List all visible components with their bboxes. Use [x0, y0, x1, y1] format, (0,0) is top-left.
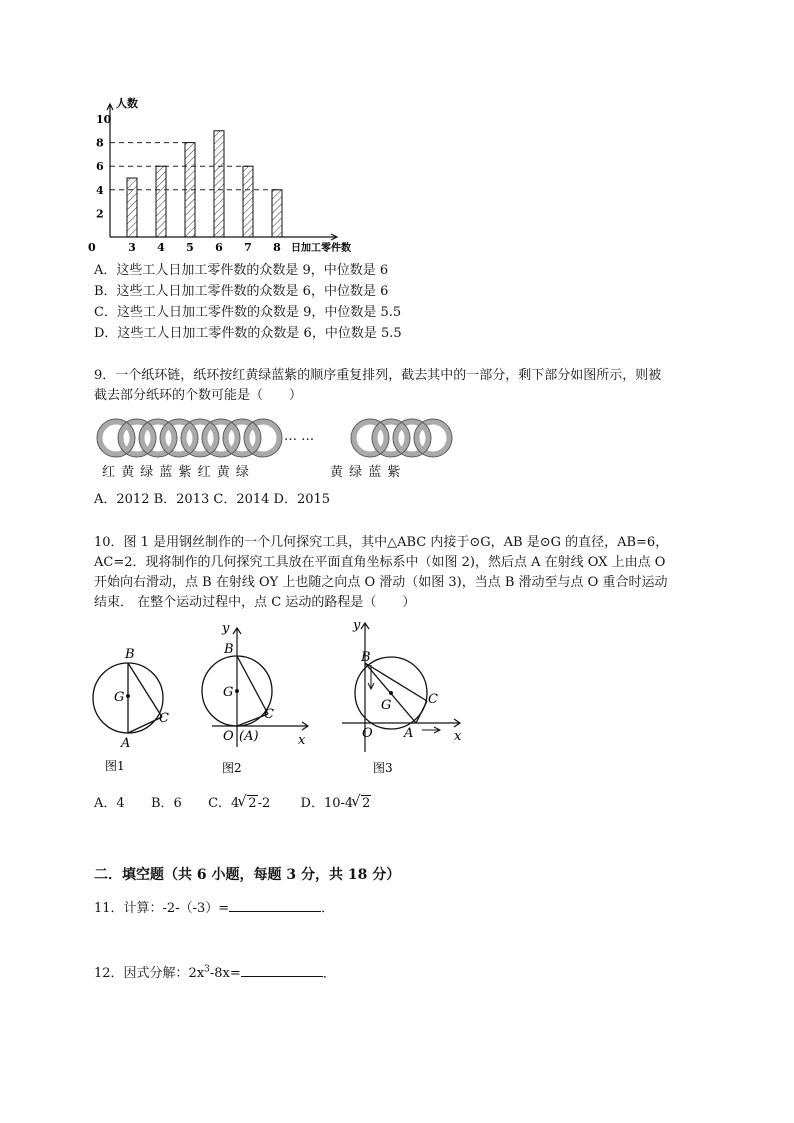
chart-bars [127, 131, 282, 237]
ring-group-left [100, 422, 279, 454]
q10-options [94, 795, 371, 813]
q9-options: A．2012 B．2013 C．2014 D．2015 [94, 492, 331, 507]
q10-text-line3: 开始向右滑动，点 B 在射线 OY 上也随之向点 O 滑动（如图 3)，当点 B 滑动至与点 O 重合时运动 [94, 575, 668, 590]
q10-text-line1: 10．图 1 是用钢丝制作的一个几何探究工具，其中△ABC 内接于⊙G，AB 是⊙G 的直径，AB=6， [94, 535, 669, 550]
figure-1 [88, 643, 188, 778]
y-axis-title: 人数 [116, 97, 138, 110]
ring-colors-left: 红 黄 绿 蓝 紫 红 黄 绿 [102, 465, 250, 480]
fig2-label-x: x [298, 733, 306, 748]
fig2-label-c: C [264, 707, 274, 722]
q10-option-a: A．4 [94, 796, 125, 811]
bar-3 [127, 178, 137, 237]
figure-2 [194, 622, 314, 778]
bar-7 [243, 166, 253, 237]
fig2-label-g: G [223, 685, 234, 700]
fig1-label-g: G [114, 690, 125, 705]
fig2-label-y: y [222, 622, 230, 636]
q8-option-d: D．这些工人日加工零件数的众数是 6，中位数是 5.5 [94, 326, 402, 341]
q12-text: 12．因式分解：$2x^3-8x=$ [94, 965, 241, 982]
fig1-caption: 图1 [105, 759, 125, 773]
q12: 12．因式分解：$2x^3-8x=$ ． [94, 965, 336, 982]
q12-answer-blank[interactable] [241, 964, 323, 977]
bar-chart [82, 92, 372, 262]
fig2-label-a: (A) [239, 729, 259, 744]
x-tick-5: 5 [186, 241, 194, 254]
y-tick-2: 2 [96, 207, 104, 221]
q11-text: 11．计算：-2-（-3）= [94, 901, 230, 916]
figure-3 [336, 617, 466, 779]
y-tick-0: 0 [88, 241, 96, 254]
ring-ellipsis: … … [284, 429, 315, 444]
q8-option-b: B．这些工人日加工零件数的众数是 6，中位数是 6 [94, 284, 389, 299]
y-tick-10: 10 [96, 113, 112, 126]
bar-6 [214, 131, 224, 237]
q10-option-c: C．4√ 2-2 [208, 796, 270, 811]
y-tick-8: 8 [96, 136, 104, 150]
fig3-label-a: A [404, 726, 414, 741]
x-tick-3: 3 [128, 241, 136, 254]
fig2-label-o: O [223, 729, 234, 744]
x-tick-4: 4 [157, 241, 165, 254]
bar-8 [272, 190, 282, 237]
fig3-label-y: y [353, 618, 361, 633]
fig3-label-c: C [428, 692, 438, 707]
q10-option-d: D．10-4√ 2 [301, 796, 372, 811]
ring-group-right [354, 422, 449, 454]
section-2-heading: 二．填空题（共 6 小题，每题 3 分，共 18 分） [94, 867, 401, 883]
x-tick-8: 8 [273, 241, 281, 254]
x-tick-6: 6 [215, 241, 223, 254]
y-tick-4: 4 [96, 183, 104, 197]
q11-answer-blank[interactable] [229, 899, 321, 912]
fig3-label-g: G [381, 698, 392, 713]
fig3-label-x: x [454, 729, 462, 744]
q10-option-b: B．6 [150, 796, 182, 811]
bar-4 [156, 166, 166, 237]
y-tick-6: 6 [96, 160, 104, 174]
fig2-label-b: B [224, 642, 234, 657]
q11: 11．计算：-2-（-3）= ． [94, 901, 335, 916]
fig3-caption: 图3 [373, 761, 393, 775]
fig2-caption: 图2 [222, 761, 242, 775]
ring-colors-right: 黄 绿 蓝 紫 [330, 465, 402, 480]
x-axis-title: 日加工零件数 [291, 243, 351, 254]
fig1-label-b: B [125, 647, 135, 662]
q8-option-a: A．这些工人日加工零件数的众数是 9，中位数是 6 [94, 263, 389, 278]
fig1-label-a: A [121, 736, 131, 751]
fig1-label-c: C [159, 711, 169, 726]
bar-5 [185, 143, 195, 237]
x-tick-7: 7 [244, 241, 252, 254]
paper-ring-chain [94, 416, 454, 464]
q9-text-line1: 9．一个纸环链，纸环按红黄绿蓝紫的顺序重复排列，截去其中的一部分，剩下部分如图所示，则被 [94, 368, 662, 383]
q10-text-line4: 结束． 在整个运动过程中，点 C 运动的路程是（ ） [94, 595, 416, 610]
q10-text-line2: AC=2．现将制作的几何探究工具放在平面直角坐标系中（如图 2)，然后点 A 在射线 OX 上由点 O [94, 555, 666, 570]
fig3-label-o: O [362, 726, 373, 741]
q8-option-c: C．这些工人日加工零件数的众数是 9，中位数是 5.5 [94, 305, 402, 320]
fig3-label-b: B [361, 650, 371, 665]
q9-text-line2: 截去部分纸环的个数可能是（ ） [94, 388, 303, 403]
